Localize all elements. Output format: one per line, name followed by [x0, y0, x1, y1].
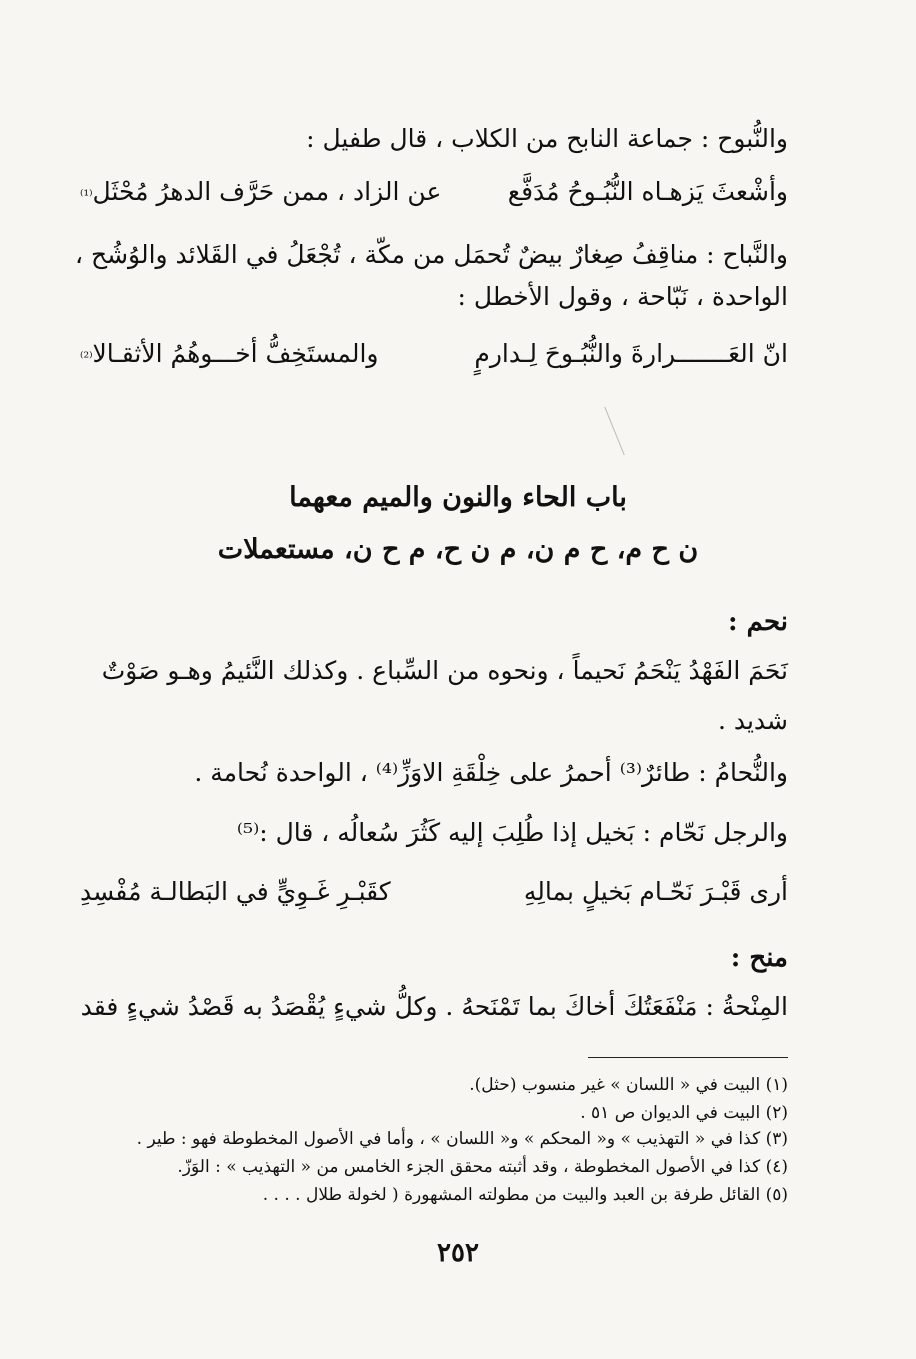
- verse-first-hemistich: انّ العَـــــــرارةَ والنُّبُـوحَ لِـدارمٍ: [474, 339, 788, 368]
- verse-second-hemistich: [80, 334, 379, 378]
- footnote-ref: ⁽²⁾: [80, 350, 93, 366]
- section-title: باب الحاء والنون والميم معهما: [289, 482, 627, 513]
- poem-verse: [80, 334, 788, 374]
- verse-second-hemistich: كقَبْـرِ غَـوِيٍّ في البَطالـة مُفْسِدِ: [80, 877, 391, 906]
- text-line: والنَّباح : مناقِفُ صِغارٌ بيضٌ تُحمَل من مكّة ، تُجْعَلُ في القَلائد والوُشُح ،: [74, 240, 788, 269]
- text-line: والرجل نَحّام : بَخيل إذا طُلِبَ إليه كَثُرَ سُعالُه ، قال :⁽⁵⁾: [236, 818, 788, 847]
- section-subtitle: ن ح م، ح م ن، م ن ح، م ح ن، مستعملات: [217, 534, 699, 565]
- poem-verse: [80, 172, 788, 212]
- footnote: (٥) القائل طرفة بن العبد والبيت من مطولته المشهورة ( لخولة طلال . . . .: [262, 1185, 788, 1205]
- verse-first-hemistich: أرى قَبْـرَ نَحّـام بَخيلٍ بمالِهِ: [523, 877, 788, 906]
- scan-mark: [604, 407, 624, 456]
- footnote: (٣) كذا في « التهذيب » و« المحكم » و« اللسان » ، وأما في الأصول المخطوطة فهو : طير .: [136, 1129, 788, 1149]
- footnote: (١) البيت في « اللسان » غير منسوب (حثل).: [469, 1075, 788, 1095]
- footnote: (٢) البيت في الديوان ص ٥١ .: [580, 1103, 788, 1123]
- text-line: نَحَمَ الفَهْدُ يَنْحَمُ نَحيماً ، ونحوه من السِّباع . وكذلك النَّئيمُ وهـو صَوْتٌ: [101, 656, 788, 685]
- verse-second-hemistich-text: والمستَخِفُّ أخـــوهُمُ الأثقـالا: [92, 339, 379, 368]
- text-line: شديد .: [717, 706, 788, 735]
- footnote-ref: ⁽¹⁾: [80, 188, 93, 204]
- text-line: والنُّحامُ : طائرٌ⁽³⁾ أحمرُ على خِلْقَةِ الاوَزِّ⁽⁴⁾ ، الواحدة نُحامة .: [194, 758, 788, 787]
- text-line: المِنْحةُ : مَنْفَعَتُكَ أخاكَ بما تَمْنَحهُ . وكلُّ شيءٍ يُقْصَدُ به قَصْدُ شيءٍ فقد: [80, 992, 788, 1021]
- poem-verse: [80, 872, 788, 912]
- footnote-divider: [588, 1057, 788, 1058]
- entry-heading-manh: منح :: [730, 943, 788, 973]
- page-number: ٢٥٢: [437, 1238, 479, 1268]
- verse-second-hemistich: [80, 172, 441, 216]
- entry-heading-nahm: نحم :: [728, 607, 788, 637]
- footnote: (٤) كذا في الأصول المخطوطة ، وقد أثبته محقق الجزء الخامس من « التهذيب » : الوَزّ.: [177, 1157, 788, 1177]
- text-line: الواحدة ، نَبّاحة ، وقول الأخطل :: [457, 282, 788, 311]
- verse-second-hemistich-text: عن الزاد ، ممن حَرَّف الدهرُ مُحْثَل: [92, 177, 442, 206]
- text-line: والنُّبوح : جماعة النابح من الكلاب ، قال طفيل :: [306, 124, 788, 153]
- verse-first-hemistich: وأشْعثَ يَزهـاه النُّبُـوحُ مُدَفَّع: [507, 177, 788, 206]
